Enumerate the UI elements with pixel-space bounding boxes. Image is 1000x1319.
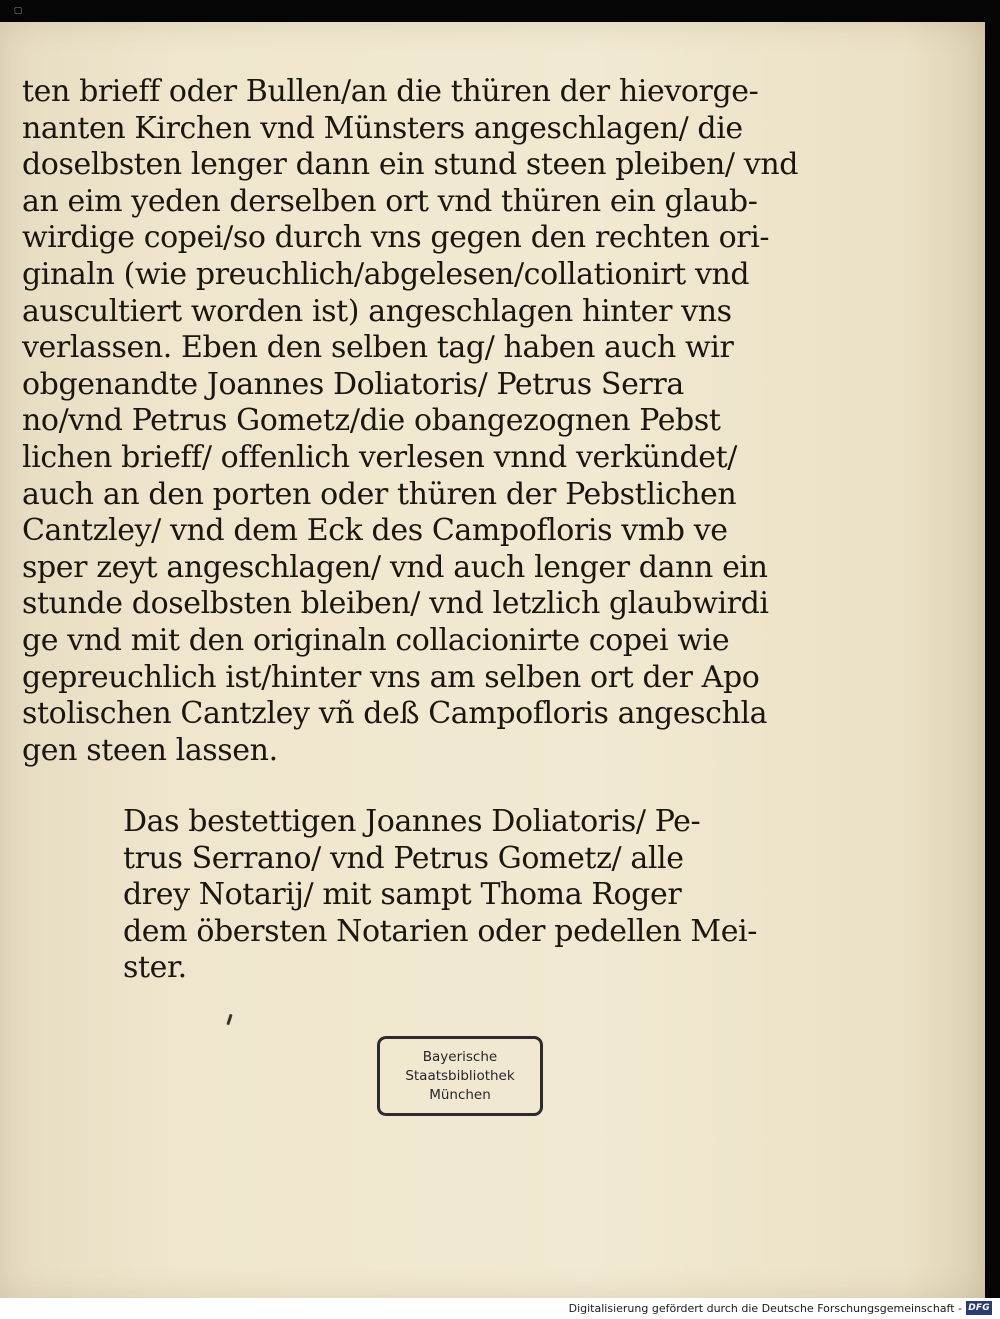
text-line: obgenandte Joannes Doliatoris/ Petrus Serra [22, 366, 684, 402]
text-line: lichen brieff/ offenlich verlesen vnnd verkündet/ [22, 439, 737, 475]
text-line: stunde doselbsten bleiben/ vnd letzlich glaubwirdi [22, 586, 769, 622]
text-line: stolischen Cantzley vñ deß Campofloris angeschla [22, 696, 768, 732]
text-line: doselbsten lenger dann ein stund steen pleiben/ vnd [22, 147, 799, 183]
library-stamp [377, 1036, 543, 1116]
attestation-line: trus Serrano/ vnd Petrus Gometz/ alle [123, 840, 684, 876]
text-line: an eim yeden derselben ort vnd thüren ein glaub- [22, 183, 758, 219]
funding-credit: Digitalisierung gefördert durch die Deutsche Forschungsgemeinschaft - [568, 1302, 962, 1315]
attestation-line: Das bestettigen Joannes Doliatoris/ Pe- [123, 804, 701, 839]
attestation-block [123, 804, 757, 987]
dfg-logo-icon: DFG [966, 1301, 992, 1315]
text-line: gen steen lassen. [22, 732, 278, 768]
attestation-line: dem öbersten Notarien oder pedellen Mei- [123, 913, 757, 949]
text-line: auch an den porten oder thüren der Pebstlichen [22, 476, 737, 512]
text-line: sper zeyt angeschlagen/ vnd auch lenger dann ein [22, 549, 768, 585]
text-line: ge vnd mit den originaln collacionirte copei wie [22, 622, 730, 658]
text-line: nanten Kirchen vnd Münsters angeschlagen/ die [22, 110, 743, 146]
attestation-line: drey Notarij/ mit sampt Thoma Roger [123, 877, 682, 913]
text-line: verlassen. Eben den selben tag/ haben auch wir [22, 330, 734, 366]
main-text-block [22, 74, 799, 769]
text-line: auscultiert worden ist) angeschlagen hinter vns [22, 293, 732, 329]
text-line: wirdige copei/so durch vns gegen den rechten ori- [22, 220, 770, 256]
text-line: gepreuchlich ist/hinter vns am selben ort der Apo [22, 659, 760, 695]
text-line: Cantzley/ vnd dem Eck des Campofloris vmb ve [22, 513, 728, 549]
footer-bar [0, 1298, 1000, 1319]
stamp-line: Staatsbibliothek [405, 1067, 515, 1084]
text-line: ten brieff oder Bullen/an die thüren der hievorge- [22, 74, 759, 109]
scan-corner-icon: ▢ [13, 6, 23, 16]
text-line: no/vnd Petrus Gometz/die obangezognen Pebst [22, 403, 721, 439]
text-line: ginaln (wie preuchlich/abgelesen/collationirt vnd [22, 256, 750, 292]
stamp-line: München [429, 1086, 491, 1103]
attestation-line: ster. [123, 950, 187, 986]
stamp-line: Bayerische [422, 1048, 498, 1065]
